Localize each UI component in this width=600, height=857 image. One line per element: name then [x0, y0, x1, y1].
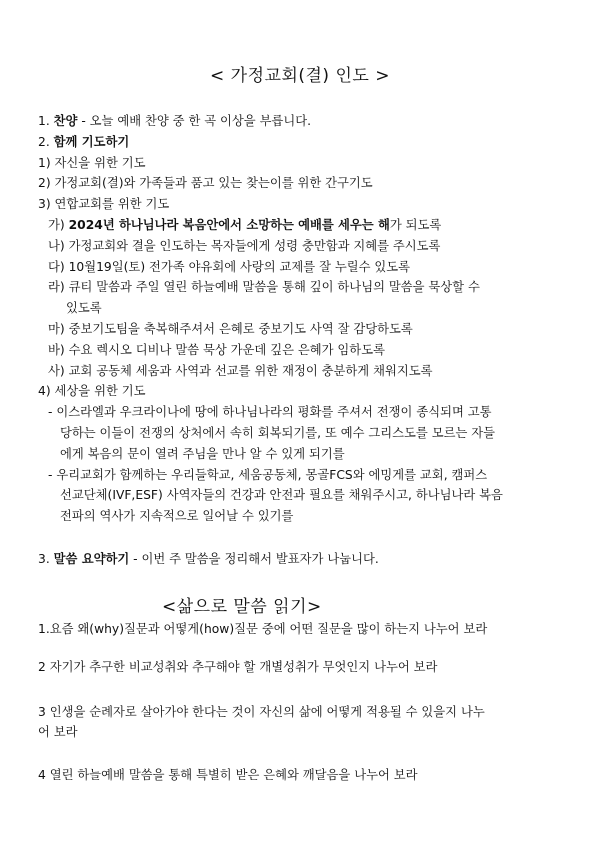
item-text: 가 되도록 — [389, 217, 442, 232]
church-prayer-item: 다) 10월19일(토) 전가족 야유회에 사랑의 교제를 잘 누릴수 있도록 — [48, 259, 411, 274]
guide-body — [38, 111, 558, 570]
section-label: 함께 기도하기 — [53, 134, 130, 149]
question-item-cont: 어 보라 — [38, 725, 78, 739]
church-prayer-item: 사) 교회 공동체 세움과 사역과 선교를 위한 재정이 충분하게 채워지도록 — [48, 363, 433, 378]
section-summary — [38, 549, 558, 570]
world-prayer-item: - 우리교회가 함께하는 우리들학교, 세움공동체, 몽골FCS와 에밍게를 교회, 캠퍼스 — [48, 467, 488, 482]
question-item: 4 열린 하늘예배 말씀을 통해 특별히 받은 은혜와 깨달음을 나누어 보라 — [38, 768, 418, 782]
world-prayer-item-cont: 전파의 역사가 지속적으로 일어날 수 있기를 — [60, 509, 294, 524]
question-item: 2 자기가 추구한 비교성취와 추구해야 할 개별성취가 무엇인지 나누어 보라 — [38, 660, 438, 674]
section-label: 찬양 — [53, 114, 78, 128]
item-marker: 가) — [48, 217, 69, 232]
section-number: 1. — [38, 114, 54, 128]
section-praise — [38, 111, 558, 132]
world-prayer-item: - 이스라엘과 우크라이나에 땅에 하나님나라의 평화를 주셔서 전쟁이 종식되며 고통 — [48, 405, 492, 420]
prayer-item: 2) 가정교회(결)와 가족들과 품고 있는 찾는이를 위한 간구기도 — [38, 176, 373, 191]
section-number: 2. — [38, 134, 54, 149]
church-prayer-item: 라) 큐티 말씀과 주일 열린 하늘예배 말씀을 통해 깊이 하나님의 말씀을 묵상할 수 — [48, 280, 480, 295]
section-number: 3. — [38, 551, 54, 566]
section-label: 말씀 요약하기 — [53, 551, 130, 566]
prayer-item: 1) 자신을 위한 기도 — [38, 155, 146, 170]
item-emphasis: 2024년 하나님나라 복음안에서 소망하는 예배를 세우는 해 — [68, 217, 390, 232]
section-text: - 오늘 예배 찬양 중 한 곡 이상을 부릅니다. — [77, 114, 312, 128]
prayer-item: 4) 세상을 위한 기도 — [38, 384, 146, 399]
church-prayer-item: 바) 수요 렉시오 디비나 말씀 묵상 가운데 깊은 은혜가 임하도록 — [48, 342, 385, 357]
question-item: 3 인생을 순례자로 살아가야 한다는 것이 자신의 삶에 어떻게 적용될 수 있을지 나누 — [38, 705, 485, 719]
section-prayer — [38, 132, 558, 153]
church-prayer-item — [38, 215, 558, 236]
section-subtitle: <삶으로 말씀 읽기> — [162, 597, 322, 617]
church-prayer-item: 마) 중보기도팀을 축복해주셔서 은혜로 중보기도 사역 잘 감당하도록 — [48, 321, 413, 336]
question-item: 1.요즘 왜(why)질문과 어떻게(how)질문 중에 어떤 질문을 많이 하는지 나누어 보라 — [38, 622, 488, 636]
church-prayer-item-cont: 있도록 — [66, 301, 102, 316]
church-prayer-item: 나) 가정교회와 결을 인도하는 목자들에게 성령 충만함과 지혜를 주시도록 — [48, 238, 441, 253]
spacer — [38, 527, 558, 549]
section-text: - 이번 주 말씀을 정리해서 발표자가 나눕니다. — [129, 551, 379, 566]
page-title: < 가정교회(결) 인도 > — [210, 66, 390, 86]
prayer-item: 3) 연합교회를 위한 기도 — [38, 197, 170, 212]
world-prayer-item-cont: 에게 복음의 문이 열려 주님을 만나 알 수 있게 되기를 — [60, 446, 345, 461]
world-prayer-item-cont: 당하는 이들이 전쟁의 상처에서 속히 회복되기를, 또 예수 그리스도를 모르는 자들 — [60, 425, 495, 440]
world-prayer-item-cont: 선교단체(IVF,ESF) 사역자들의 건강과 안전과 필요를 채워주시고, 하나님나라 복음 — [60, 488, 503, 503]
